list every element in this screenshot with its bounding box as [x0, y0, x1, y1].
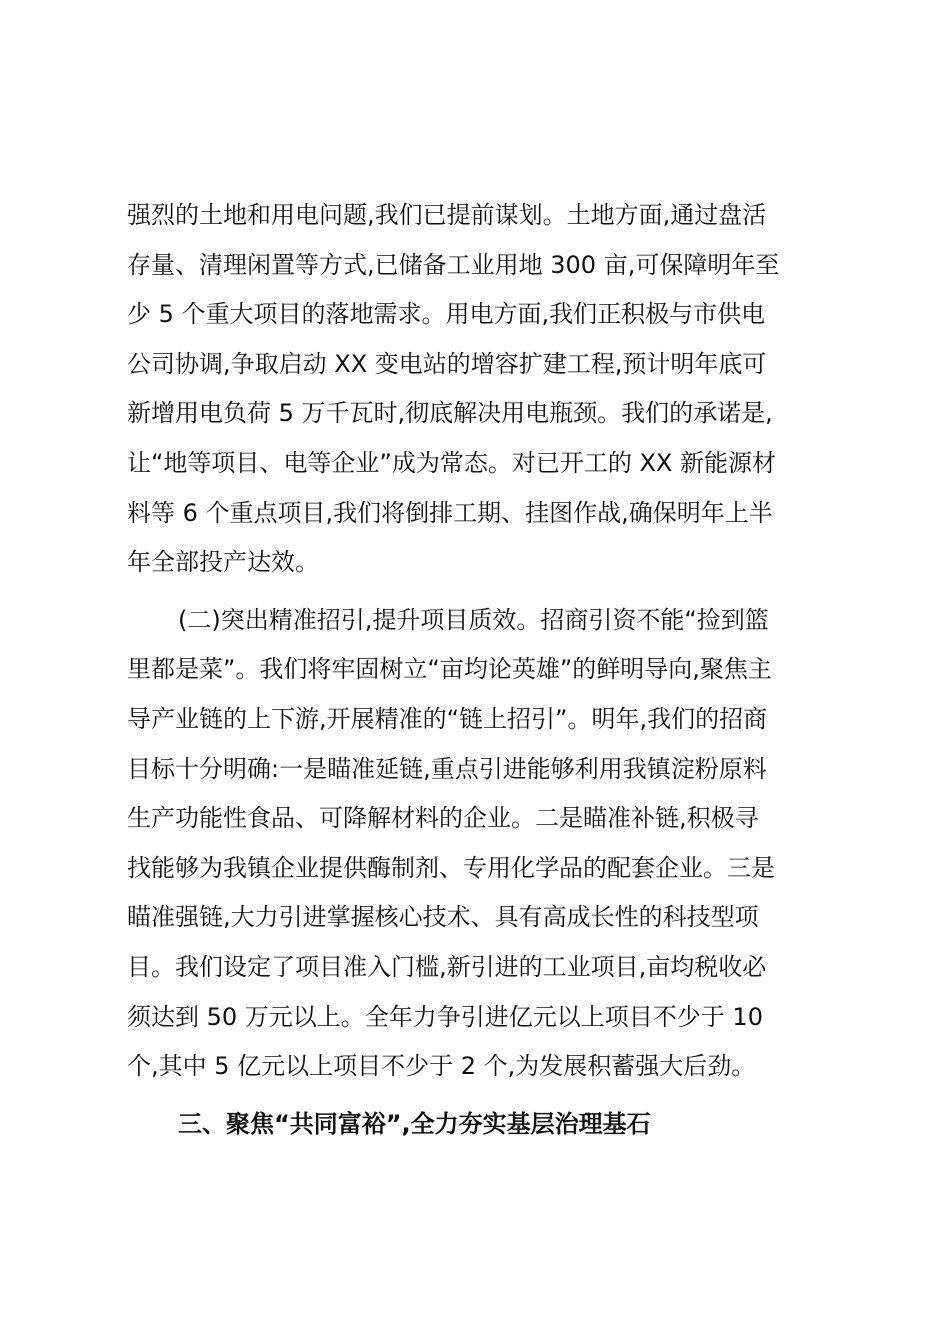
text-line: 料等 6 个重点项目,我们将倒排工期、挂图作战,确保明年上半 [127, 498, 773, 527]
text-line: 须达到 50 万元以上。全年力争引进亿元以上项目不少于 10 [127, 1002, 763, 1031]
text-line: 个,其中 5 亿元以上项目不少于 2 个,为发展积蓄强大后劲。 [127, 1052, 756, 1081]
text-line: 年全部投产达效。 [127, 548, 319, 577]
text-line-first: (二)突出精准招引,提升项目质效。招商引资不能“捡到篮 [178, 605, 769, 634]
text-line: 新增用电负荷 5 万千瓦时,彻底解决用电瓶颈。我们的承诺是, [127, 399, 773, 428]
text-line: 少 5 个重大项目的落地需求。用电方面,我们正积极与市供电 [127, 300, 766, 329]
text-line: 导产业链的上下游,开展精准的“链上招引”。明年,我们的招商 [127, 704, 768, 733]
text-line: 目标十分明确:一是瞄准延链,重点引进能够利用我镇淀粉原料 [127, 754, 767, 783]
text-line: 强烈的土地和用电问题,我们已提前谋划。土地方面,通过盘活 [127, 201, 767, 229]
text-line: 找能够为我镇企业提供酶制剂、专用化学品的配套企业。三是 [127, 853, 775, 882]
paragraph-precise-investment [127, 596, 827, 1092]
text-line: 公司协调,争取启动 XX 变电站的增容扩建工程,预计明年底可 [127, 349, 767, 378]
text-line: 瞄准强链,大力引进掌握核心技术、具有高成长性的科技型项 [127, 903, 759, 932]
paragraph-spacer [127, 1092, 827, 1100]
text-line: 生产功能性食品、可降解材料的企业。二是瞄准补链,积极寻 [127, 804, 759, 833]
text-line: 存量、清理闲置等方式,已储备工业用地 300 亩,可保障明年至 [127, 250, 780, 279]
text-line: 里都是菜”。我们将牢固树立“亩均论英雄”的鲜明导向,聚焦主 [127, 655, 772, 684]
text-line: 让“地等项目、电等企业”成为常态。对已开工的 XX 新能源材 [127, 448, 777, 477]
text-line: 目。我们设定了项目准入门槛,新引进的工业项目,亩均税收必 [127, 952, 767, 981]
document-body [127, 191, 827, 1149]
paragraph-land-electricity [127, 191, 827, 588]
paragraph-spacer [127, 588, 827, 596]
section-heading: 三、聚焦“共同富裕”,全力夯实基层治理基石 [178, 1109, 651, 1138]
